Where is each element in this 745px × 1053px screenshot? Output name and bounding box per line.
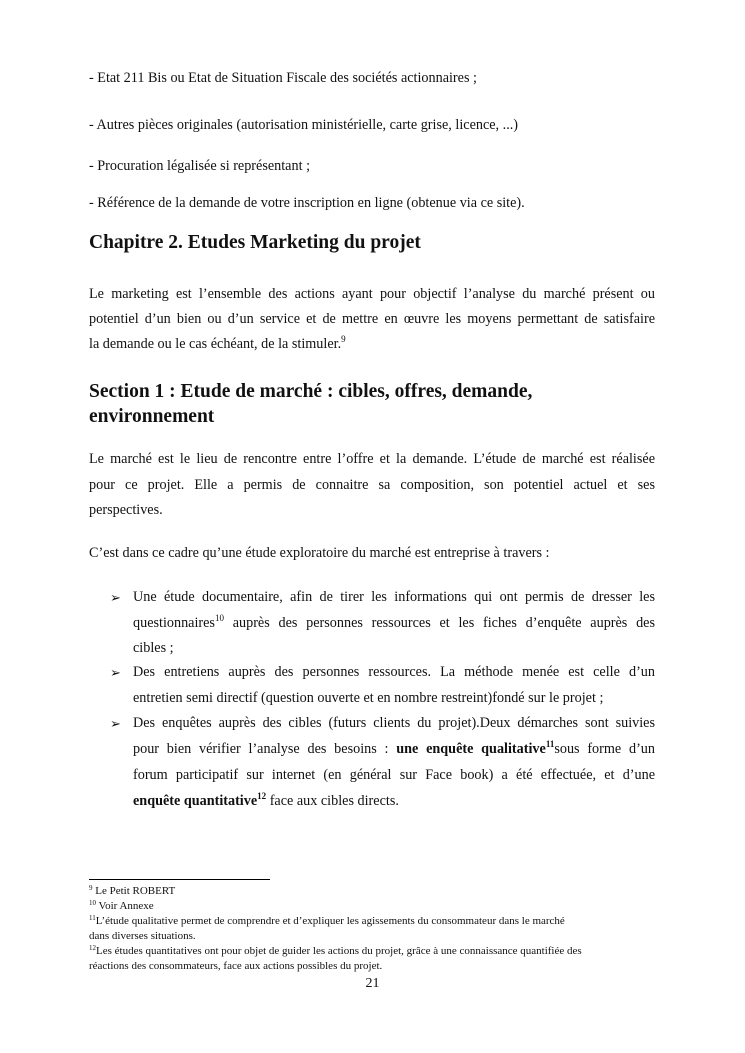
list-item-reference-demande: - Référence de la demande de votre inscription en ligne (obtenue via ce site). [89, 195, 525, 211]
bullet-3-bold-qualitative: une enquête qualitative [396, 741, 546, 757]
bullet-arrow-icon: ➢ [110, 665, 121, 680]
marketing-para-line-3-text: la demande ou le cas échéant, de la stimuler. [89, 336, 342, 352]
section-title-line-1: Section 1 : Etude de marché : cibles, offres, demande, [89, 381, 533, 402]
footnote-ref-11-num: 11 [545, 739, 555, 749]
footnote-9-num: 9 [89, 884, 93, 892]
marketing-para-line-3 [89, 336, 655, 353]
bullet-3-line-1: Des enquêtes auprès des cibles (futurs clients du projet).Deux démarches sont suivies [133, 715, 655, 731]
marketing-para-line-1: Le marketing est l’ensemble des actions ayant pour objectif l’analyse du marché présent ou [89, 286, 655, 302]
footnote-separator [89, 879, 270, 880]
bullet-3-line-4 [133, 793, 655, 810]
footnote-ref-9: 9 [341, 334, 346, 344]
footnote-9-text: Le Petit ROBERT [92, 885, 176, 897]
chapter-title: Chapitre 2. Etudes Marketing du projet [89, 232, 421, 253]
bullet-arrow-icon: ➢ [110, 590, 121, 605]
marketing-para-line-2: potentiel d’un bien ou d’un service et de mettre en œuvre les moyens permettant de satisfaire [89, 311, 655, 327]
bullet-arrow-icon: ➢ [110, 716, 121, 731]
footnote-11-line-2: dans diverses situations. [89, 930, 196, 942]
bullet-1-line-2 [133, 615, 655, 632]
footnote-11-line-1 [89, 915, 565, 927]
market-para-line-2: pour ce projet. Elle a permis de connaitre sa composition, son potentiel actuel et ses [89, 477, 655, 493]
list-item-procuration: - Procuration légalisée si représentant ; [89, 158, 311, 174]
bullet-1-line-2-start: questionnaires [133, 615, 215, 631]
footnote-11-text: L’étude qualitative permet de comprendre et d’expliquer les agissements du consommateur dans le marché [95, 915, 565, 927]
bullet-1-line-3: cibles ; [133, 640, 174, 656]
intro-line: C’est dans ce cadre qu’une étude exploratoire du marché est entreprise à travers : [89, 545, 550, 561]
footnote-12-line-2: réactions des consommateurs, face aux actions possibles du projet. [89, 960, 383, 972]
bullet-3-line-3: forum participatif sur internet (en général sur Face book) a été effectuée, et d’une [133, 767, 655, 783]
footnote-9 [89, 885, 175, 897]
bullet-3-bold-quantitative: enquête quantitative [133, 793, 258, 809]
footnote-ref-12-num: 12 [257, 791, 267, 801]
market-para-line-1: Le marché est le lieu de rencontre entre l’offre et la demande. L’étude de marché est réalisée [89, 451, 655, 467]
section-title-line-2: environnement [89, 406, 215, 427]
bullet-1-line-1: Une étude documentaire, afin de tirer les informations qui ont permis de dresser les [133, 589, 655, 605]
footnote-12-line-1 [89, 945, 582, 957]
footnote-10-text: Voir Annexe [96, 900, 154, 912]
list-item-pieces-originales: - Autres pièces originales (autorisation ministérielle, carte grise, licence, ...) [89, 117, 519, 133]
footnote-10-num: 10 [89, 899, 96, 907]
bullet-3-line-2-end: sous forme d’un [554, 741, 655, 757]
footnote-11-num: 11 [89, 914, 96, 922]
bullet-3-line-2 [133, 741, 655, 758]
page-number: 21 [365, 976, 380, 991]
footnote-10 [89, 900, 154, 912]
footnote-12-text: Les études quantitatives ont pour objet de guider les actions du projet, grâce à une connaissance quantifiée des [96, 945, 582, 957]
bullet-3-line-2-start: pour bien vérifier l’analyse des besoins : [133, 741, 397, 757]
footnote-12-num: 12 [89, 944, 96, 952]
list-item-etat-211: - Etat 211 Bis ou Etat de Situation Fiscale des sociétés actionnaires ; [89, 70, 477, 86]
bullet-2-line-1: Des entretiens auprès des personnes ressources. La méthode menée est celle d’un [133, 664, 655, 680]
bullet-2-line-2: entretien semi directif (question ouverte et en nombre restreint)fondé sur le projet ; [133, 690, 604, 706]
footnote-ref-12 [257, 791, 266, 801]
footnote-ref-10: 10 [214, 613, 224, 623]
bullet-3-line-4-end: face aux cibles directs. [266, 793, 399, 809]
bullet-1-line-2-end: auprès des personnes ressources et les fiches d’enquête auprès des [223, 615, 655, 631]
market-para-line-3: perspectives. [89, 502, 163, 518]
